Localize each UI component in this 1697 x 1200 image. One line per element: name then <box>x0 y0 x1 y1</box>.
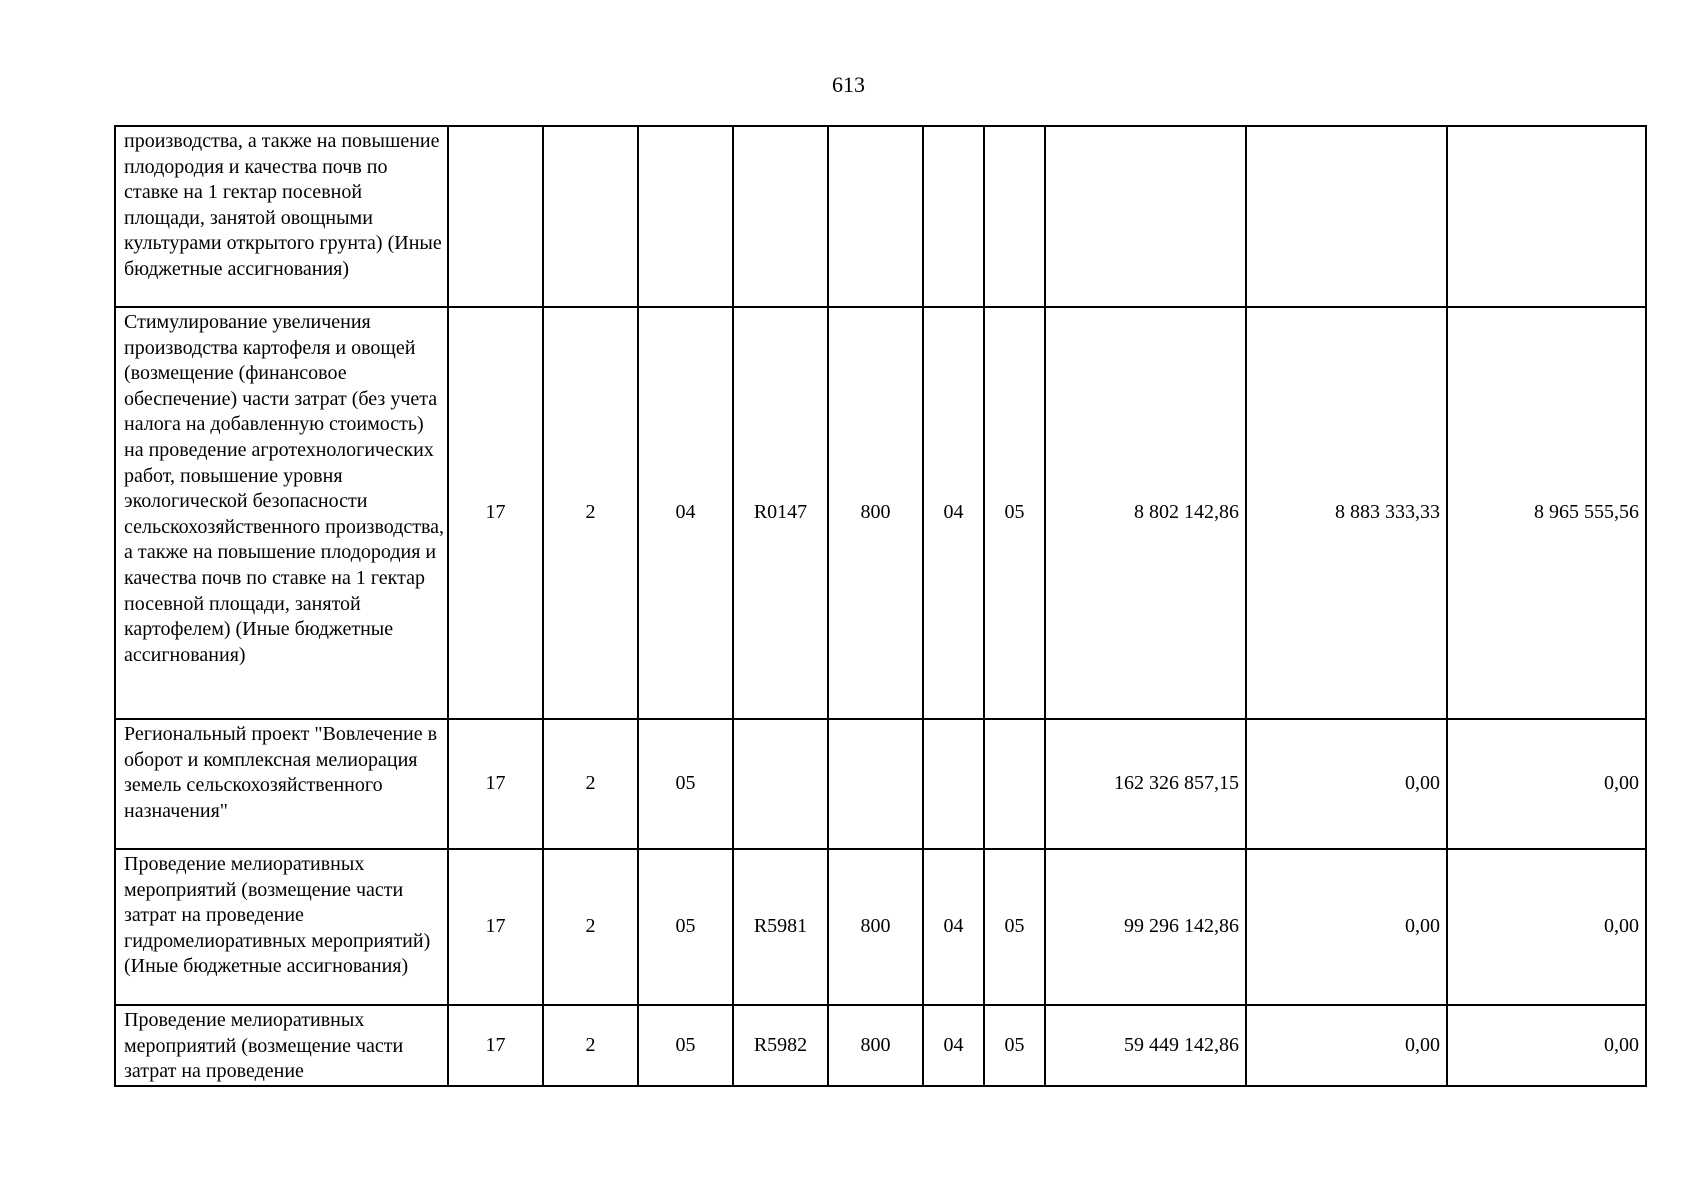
row-description: Региональный проект "Вовлечение в оборот и комплексная мелиорация земель сельскохозяйственного назначения" <box>115 719 448 849</box>
table-row <box>115 719 1646 849</box>
table-row <box>115 849 1646 1005</box>
cell-code-2: 2 <box>543 1005 638 1086</box>
cell-code-5: 800 <box>828 1005 923 1086</box>
cell-amount-3 <box>1447 126 1646 307</box>
cell-amount-2 <box>1246 126 1447 307</box>
cell-code-6 <box>923 126 984 307</box>
cell-amount-1: 8 802 142,86 <box>1045 307 1246 719</box>
cell-code-5: 800 <box>828 307 923 719</box>
cell-code-7: 05 <box>984 849 1045 1005</box>
cell-code-7: 05 <box>984 307 1045 719</box>
cell-code-6: 04 <box>923 849 984 1005</box>
cell-code-7 <box>984 126 1045 307</box>
cell-code-5 <box>828 126 923 307</box>
row-description: Проведение мелиоративных мероприятий (возмещение части затрат на проведение <box>115 1005 448 1086</box>
table-row <box>115 126 1646 307</box>
cell-code-3: 05 <box>638 719 733 849</box>
cell-amount-1: 99 296 142,86 <box>1045 849 1246 1005</box>
cell-code-2: 2 <box>543 719 638 849</box>
cell-code-4: R5981 <box>733 849 828 1005</box>
cell-code-1: 17 <box>448 849 543 1005</box>
row-description: производства, а также на повышение плодородия и качества почв по ставке на 1 гектар посевной площади, занятой овощными культурами открытого грунта) (Иные бюджетные ассигнования) <box>115 126 448 307</box>
cell-amount-1: 162 326 857,15 <box>1045 719 1246 849</box>
cell-code-2: 2 <box>543 849 638 1005</box>
cell-code-5: 800 <box>828 849 923 1005</box>
cell-amount-2: 8 883 333,33 <box>1246 307 1447 719</box>
cell-code-3: 04 <box>638 307 733 719</box>
cell-amount-2: 0,00 <box>1246 1005 1447 1086</box>
cell-code-7: 05 <box>984 1005 1045 1086</box>
cell-code-2: 2 <box>543 307 638 719</box>
table-row <box>115 1005 1646 1086</box>
cell-code-4: R0147 <box>733 307 828 719</box>
cell-code-1: 17 <box>448 719 543 849</box>
cell-amount-1: 59 449 142,86 <box>1045 1005 1246 1086</box>
cell-code-4: R5982 <box>733 1005 828 1086</box>
cell-code-6: 04 <box>923 1005 984 1086</box>
cell-code-1: 17 <box>448 307 543 719</box>
page-number: 613 <box>832 72 865 97</box>
row-description: Стимулирование увеличения производства картофеля и овощей (возмещение (финансовое обеспечение) части затрат (без учета налога на добавленную стоимость) на проведение агротехнологических работ, повышение уровня экологической безопасности сельскохозяйственного производства, а также на повышение плодородия и качества почв по ставке на 1 гектар посевной площади, занятой картофелем) (Иные бюджетные ассигнования) <box>115 307 448 719</box>
cell-code-4 <box>733 719 828 849</box>
budget-table <box>114 125 1647 1087</box>
cell-code-4 <box>733 126 828 307</box>
row-description: Проведение мелиоративных мероприятий (возмещение части затрат на проведение гидромелиоративных мероприятий) (Иные бюджетные ассигнования) <box>115 849 448 1005</box>
cell-amount-3: 0,00 <box>1447 719 1646 849</box>
cell-amount-2: 0,00 <box>1246 849 1447 1005</box>
cell-code-2 <box>543 126 638 307</box>
cell-code-5 <box>828 719 923 849</box>
cell-amount-1 <box>1045 126 1246 307</box>
cell-amount-3: 0,00 <box>1447 1005 1646 1086</box>
cell-code-7 <box>984 719 1045 849</box>
cell-code-3: 05 <box>638 1005 733 1086</box>
cell-amount-3: 0,00 <box>1447 849 1646 1005</box>
cell-amount-2: 0,00 <box>1246 719 1447 849</box>
cell-code-1: 17 <box>448 1005 543 1086</box>
cell-code-6: 04 <box>923 307 984 719</box>
cell-code-1 <box>448 126 543 307</box>
table-row <box>115 307 1646 719</box>
cell-amount-3: 8 965 555,56 <box>1447 307 1646 719</box>
cell-code-3 <box>638 126 733 307</box>
cell-code-3: 05 <box>638 849 733 1005</box>
cell-code-6 <box>923 719 984 849</box>
